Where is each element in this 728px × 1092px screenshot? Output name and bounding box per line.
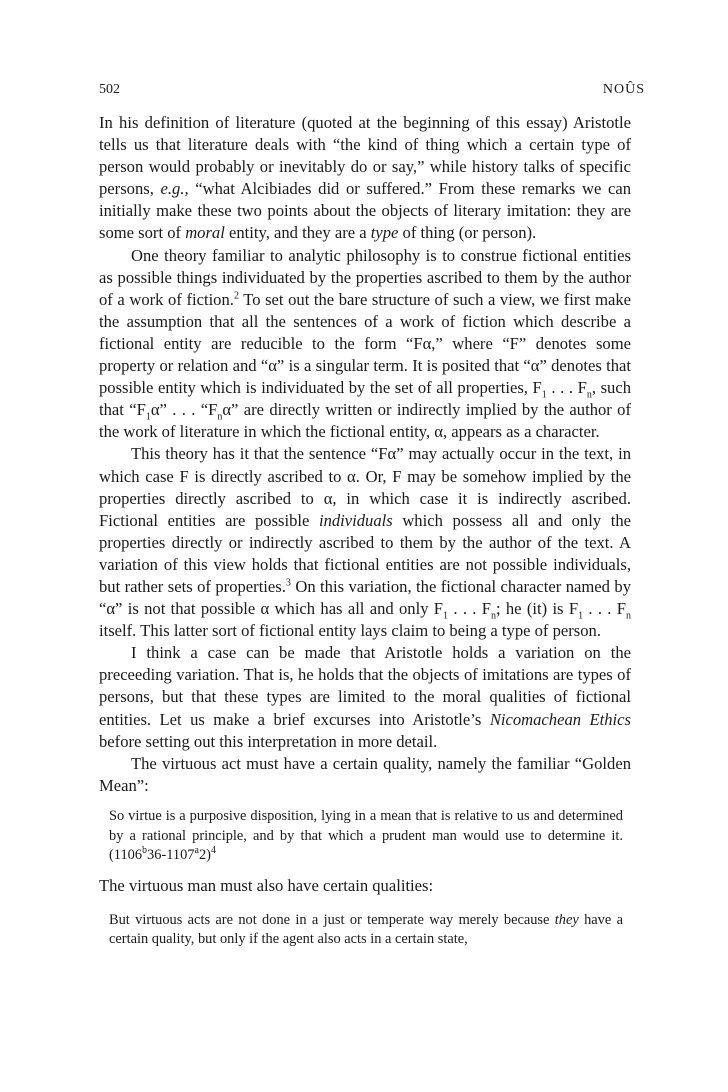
journal-name: NOÛS [602, 82, 645, 97]
paragraph-5: The virtuous act must have a certain quality, namely the familiar “Golden Mean”: [99, 753, 631, 795]
paragraph-6: The virtuous man must also have certain qualities: [99, 875, 434, 895]
paragraph-3: This theory has it that the sentence “Fα” may actually occur in the text, in which case F is directly ascribed to α. Or, F may be somehow implied by the properties directly ascribed to α, in which case it is indirectly ascribed. Fictional entities are possible individuals which possess all and only the properties directly or indirectly ascribed to them by the author of the text. A variation of this view holds that fictional entities are not possible individuals, but rather sets of properties.$^3$ On this variation, the fictional character named by “α” is not that possible α which has all and only $F_1$ . . . $F_n$; he (it) is $F_1$ . . . $F_n$ itself. This latter sort of fictional entity lays claim to being a type of person. [99, 444, 631, 641]
article-body [99, 112, 631, 950]
page-number: 502 [99, 82, 120, 97]
block-quote-1: So virtue is a purposive disposition, lying in a mean that is relative to us and determined by a rational principle, and by that which a prudent man would use to determine it. $(1106^b36-1107^a2)^4$ [109, 807, 623, 864]
paragraph-4: I think a case can be made that Aristotle holds a variation on the preceeding variation. That is, he holds that the objects of imitations are types of persons, but that these types are limited to the moral qualities of fictional entities. Let us make a brief excurses into Aristotle’s Nicomachean Ethics before setting out this interpretation in more detail. [99, 643, 631, 751]
block-quote-2: But virtuous acts are not done in a just or temperate way merely because they have a certain quality, but only if the agent also acts in a certain state, [109, 911, 624, 948]
footnote-marker: 3 [285, 577, 291, 589]
paragraph-2: One theory familiar to analytic philosophy is to construe fictional entities as possible things individuated by the properties ascribed to them by the author of a work of fiction.$^2$ To set out the bare structure of such a view, we first make the assumption that all the sentences of a work of fiction which describe a fictional entity are reducible to the form “Fα,” where “F” denotes some property or relation and “α” is a singular term. It is posited that “α” denotes that possible entity which is individuated by the set of all properties, $F_1$ . . . $F_n$, such that “$F_1\alpha$” . . . “$F_n\alpha$” are directly written or indirectly implied by the author of the work of literature in which the fictional entity, α, appears as a character. [99, 245, 631, 442]
footnote-marker: 4 [210, 845, 216, 857]
footnote-marker: 2 [233, 290, 239, 302]
paragraph-1: In his definition of literature (quoted at the beginning of this essay) Aristotle tells us that literature deals with “the kind of thing which a certain type of person would probably or inevitably do or say,” while history talks of specific persons, e.g., “what Alcibiades did or suffered.” From these remarks we can initially make these two points about the objects of literary imitation: they are some sort of moral entity, and they are a type of thing (or person). [99, 113, 632, 243]
running-header [99, 82, 645, 102]
